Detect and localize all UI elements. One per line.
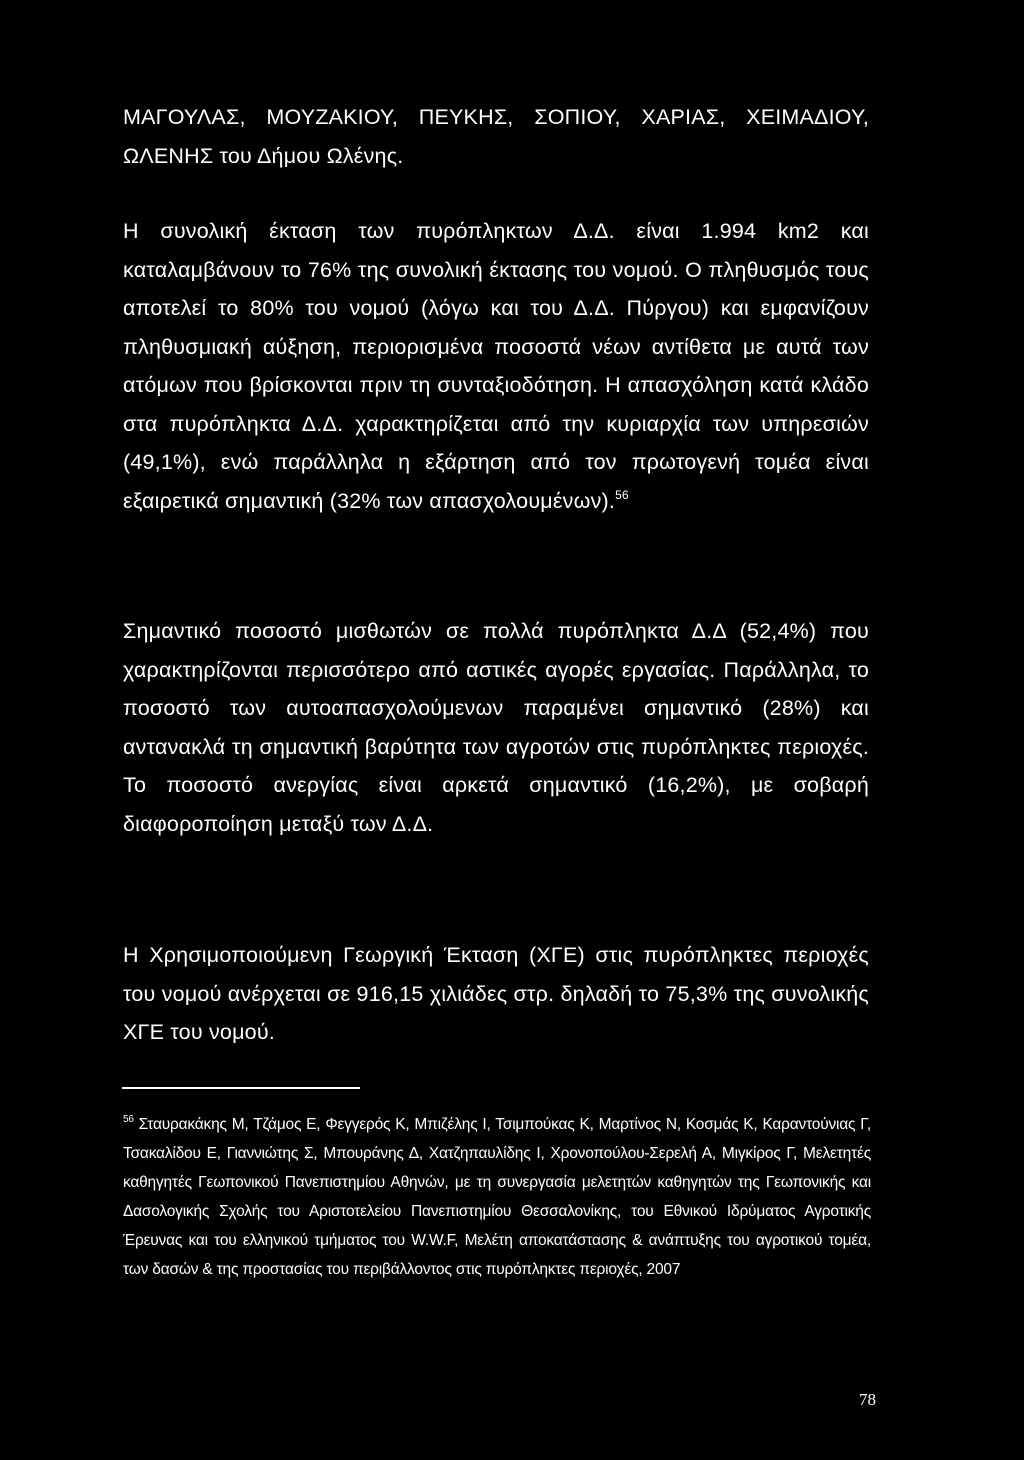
footnote: [123, 1110, 871, 1284]
footnote-marker: 56: [123, 1114, 134, 1125]
footnote-text: Σταυρακάκης Μ, Τζάμος Ε, Φεγγερός Κ, Μπιζέλης Ι, Τσιμπούκας Κ, Μαρτίνος Ν, Κοσμάς Κ, Καραντούνιας Γ, Τσακαλίδου Ε, Γιαννιώτης Σ, Μπουράνης Δ, Χατζηπαυλίδης Ι, Χρονοπούλου-Σερελή Α, Μιγκίρος Γ, Μελετητές καθηγητές Γεωπονικού Πανεπιστημίου Αθηνών, με τη συνεργασία μελετητών καθηγητών της Γεωπονικής και Δασολογικής Σχολής του Αριστοτελείου Πανεπιστημίου Θεσσαλονίκης, του Εθνικού Ιδρύματος Αγροτικής Έρευνας και του ελληνικού τμήματος του W.W.F, Μελέτη αποκατάστασης & ανάπτυξης του αγροτικού τομέα, των δασών & της προστασίας του περιβάλλοντος στις πυρόπληκτες περιοχές, 2007: [123, 1116, 871, 1278]
footnote-separator: [122, 1087, 360, 1089]
footnote-reference[interactable]: 56: [615, 487, 629, 502]
paragraph-3-text: Σημαντικό ποσοστό μισθωτών σε πολλά πυρόπληκτα Δ.Δ (52,4%) που χαρακτηρίζονται περισσότερο από αστικές αγορές εργασίας. Παράλληλα, το ποσοστό των αυτοαπασχολούμενων παραμένει σημαντικό (28%) και αντανακλά τη σημαντική βαρύτητα των αγροτών στις πυρόπληκτες περιοχές. Το ποσοστό ανεργίας είναι αρκετά σημαντικό (16,2%), με σοβαρή διαφοροποίηση μεταξύ των Δ.Δ.: [123, 619, 869, 836]
paragraph-4: [123, 936, 869, 1052]
paragraph-1: [123, 98, 869, 175]
paragraph-4-text: Η Χρησιμοποιούμενη Γεωργική Έκταση (ΧΓΕ) στις πυρόπληκτες περιοχές του νομού ανέρχεται σε 916,15 χιλιάδες στρ. δηλαδή το 75,3% της συνολικής ΧΓΕ του νομού.: [123, 943, 869, 1044]
page-number: 78: [859, 1390, 876, 1409]
paragraph-2-text: Η συνολική έκταση των πυρόπληκτων Δ.Δ. είναι 1.994 km2 και καταλαμβάνουν το 76% της συνολική έκτασης του νομού. Ο πληθυσμός τους αποτελεί το 80% του νομού (λόγω και του Δ.Δ. Πύργου) και εμφανίζουν πληθυσμιακή αύξηση, περιορισμένα ποσοστά νέων αντίθετα με αυτά των ατόμων που βρίσκονται πριν τη συνταξιοδότηση. Η απασχόληση κατά κλάδο στα πυρόπληκτα Δ.Δ. χαρακτηρίζεται από την κυριαρχία των υπηρεσιών (49,1%), ενώ παράλληλα η εξάρτηση από τον πρωτογενή τομέα είναι εξαιρετικά σημαντική (32% των απασχολουμένων).: [123, 219, 869, 513]
paragraph-2: [123, 212, 869, 520]
paragraph-1-text: ΜΑΓΟΥΛΑΣ, ΜΟΥΖΑΚΙΟΥ, ΠΕΥΚΗΣ, ΣΟΠΙΟΥ, ΧΑΡΙΑΣ, ΧΕΙΜΑΔΙΟΥ, ΩΛΕΝΗΣ του Δήμου Ωλένης.: [123, 105, 869, 168]
paragraph-3: [123, 612, 869, 843]
